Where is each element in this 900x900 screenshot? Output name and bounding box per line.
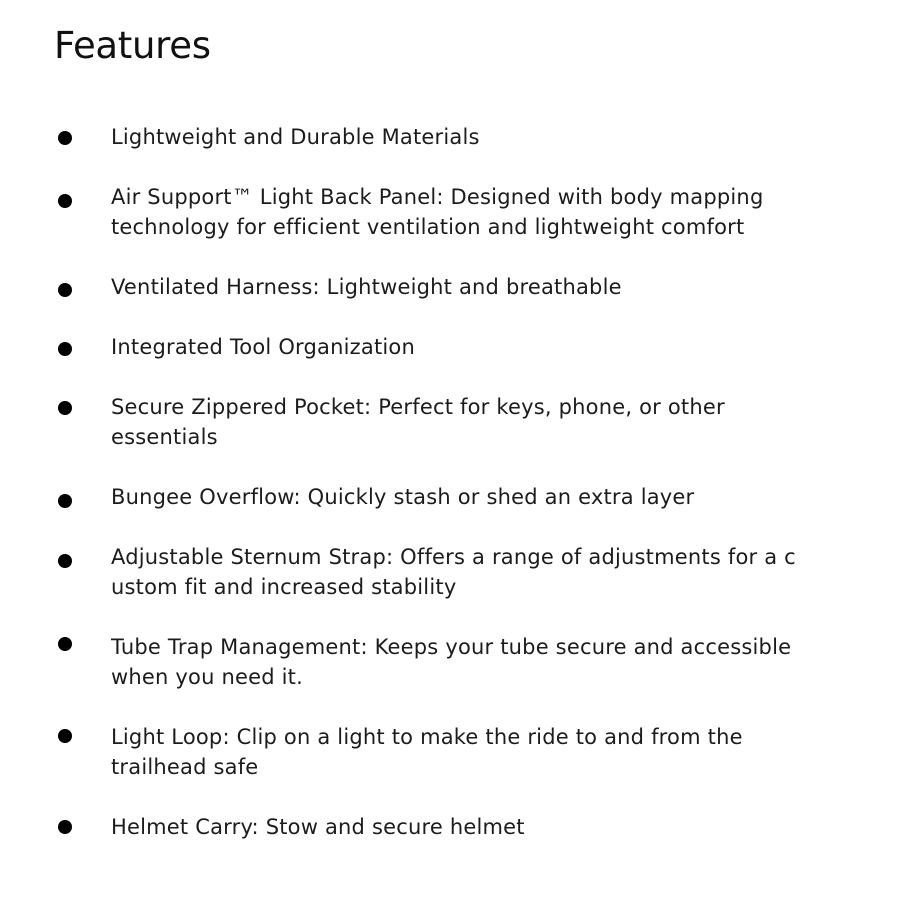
page-title: Features bbox=[54, 24, 211, 67]
bullet-icon bbox=[58, 131, 72, 145]
feature-text: Helmet Carry: Stow and secure helmet bbox=[111, 815, 525, 839]
feature-text: Integrated Tool Organization bbox=[111, 335, 415, 359]
feature-text: Air Support™ Light Back Panel: Designed with body mapping technology for efficient ventilation and lightweight comfort bbox=[111, 185, 764, 239]
bullet-icon bbox=[58, 194, 72, 208]
feature-text: Ventilated Harness: Lightweight and breathable bbox=[111, 275, 622, 299]
feature-text: Secure Zippered Pocket: Perfect for keys, phone, or other essentials bbox=[111, 395, 725, 449]
bullet-icon bbox=[58, 283, 72, 297]
feature-text: Tube Trap Management: Keeps your tube secure and accessible when you need it. bbox=[111, 635, 792, 689]
bullet-icon bbox=[58, 554, 72, 568]
bullet-icon bbox=[58, 342, 72, 356]
bullet-icon bbox=[58, 729, 72, 743]
feature-text: Bungee Overflow: Quickly stash or shed an extra layer bbox=[111, 485, 695, 509]
feature-text: Lightweight and Durable Materials bbox=[111, 125, 480, 149]
bullet-icon bbox=[58, 637, 72, 651]
feature-text: Light Loop: Clip on a light to make the ride to and from the trailhead safe bbox=[111, 725, 743, 779]
feature-text: Adjustable Sternum Strap: Offers a range of adjustments for a c ustom fit and increased stability bbox=[111, 545, 796, 599]
bullet-icon bbox=[58, 494, 72, 508]
bullet-icon bbox=[58, 401, 72, 415]
bullet-icon bbox=[58, 820, 72, 834]
